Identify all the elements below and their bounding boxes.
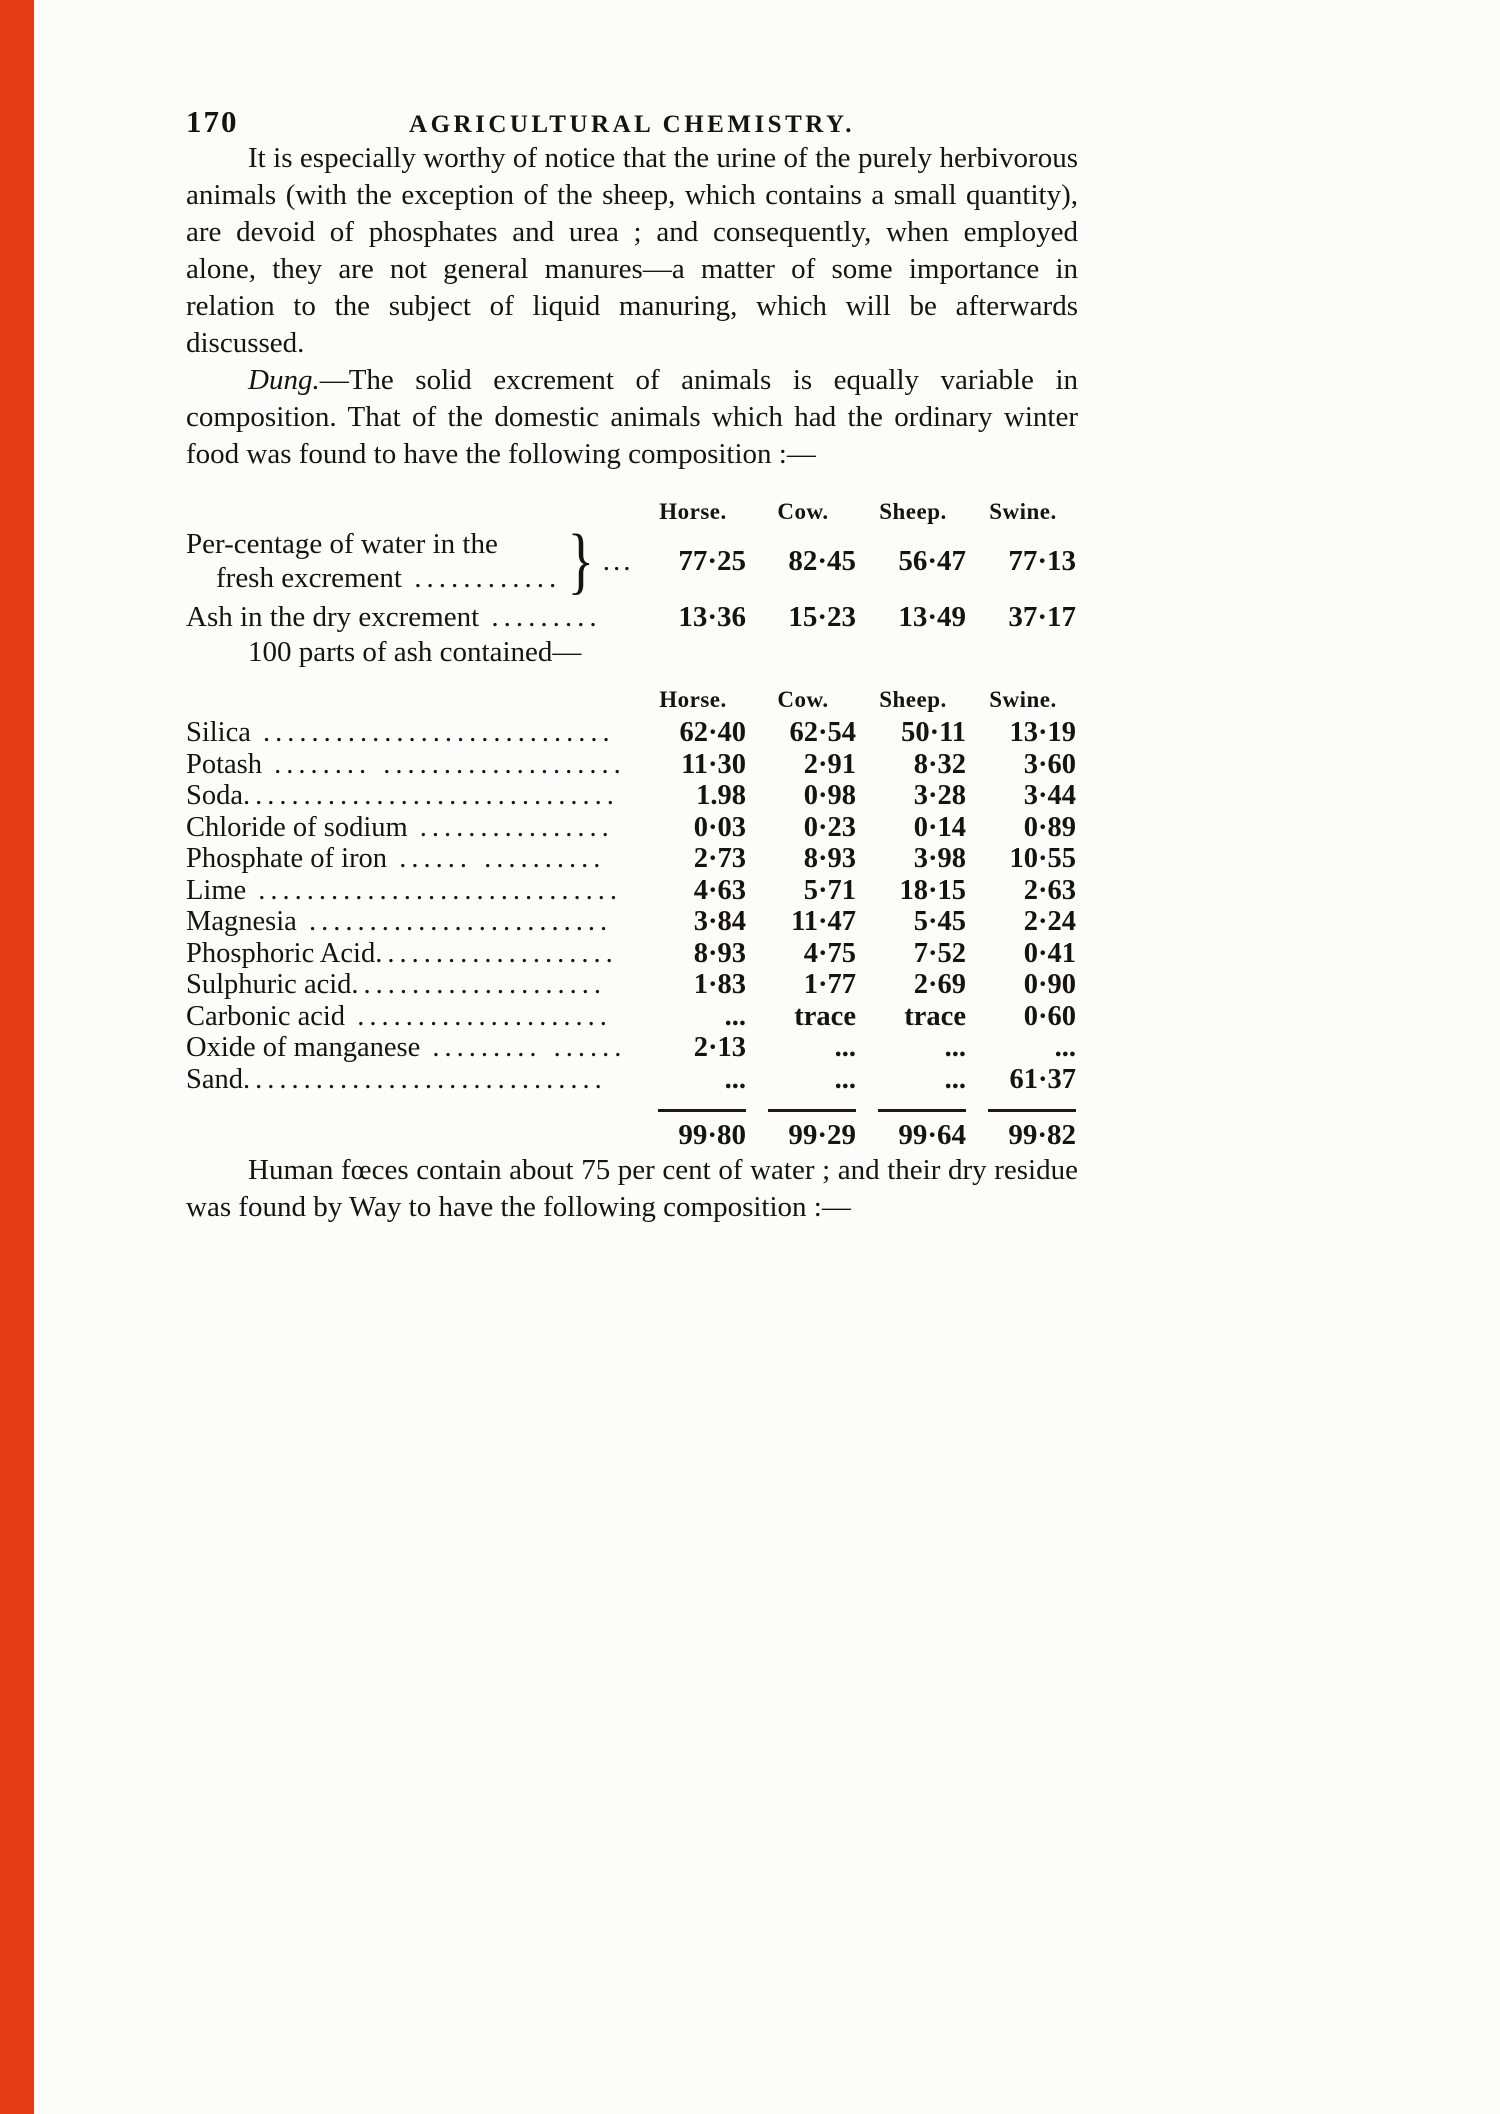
row-value: 0·03 [693, 811, 746, 843]
row-label-cell [186, 938, 638, 970]
row-label: Lime [186, 874, 247, 906]
total-horse [638, 1109, 748, 1152]
row-value: 8·93 [693, 937, 746, 969]
table-row [186, 875, 1078, 907]
row-label: Sulphuric acid [186, 969, 352, 1001]
table-row [186, 906, 1078, 938]
total-value: 99·80 [658, 1109, 746, 1152]
table-row [186, 938, 1078, 970]
total-cow [748, 1109, 858, 1152]
row-value: 0·60 [1023, 1000, 1076, 1032]
row-label-cell [186, 1032, 638, 1064]
row-value: trace [794, 1000, 856, 1032]
ash-table [186, 687, 1078, 1152]
row-label-cell [186, 812, 638, 844]
row-value: 5·45 [913, 906, 966, 938]
brace-glyph: } [567, 527, 595, 596]
row-value: 13·19 [1009, 717, 1076, 749]
label-line-1: Per-centage of water in the [186, 528, 498, 561]
row-label-cell [186, 906, 638, 938]
leader-dots: .............................. [246, 874, 623, 906]
water-row-label [186, 527, 638, 595]
row-label: Sand [186, 1063, 243, 1095]
total-swine [968, 1109, 1078, 1152]
book-page [186, 0, 1078, 1226]
row-value: 0·23 [803, 811, 856, 843]
total-value: 99·82 [988, 1109, 1076, 1152]
row-value: ... [834, 1032, 856, 1064]
value-horse: 13·36 [678, 601, 746, 634]
row-value: 0·41 [1023, 937, 1076, 969]
page-number: 170 [186, 104, 239, 139]
column-header-sheep: Sheep. [879, 499, 947, 524]
value-horse: 77·25 [678, 544, 746, 577]
dung-lead: Dung. [248, 364, 320, 396]
row-label: Soda [186, 780, 243, 812]
row-value: 2·73 [693, 843, 746, 875]
row-value: 2·24 [1023, 906, 1076, 938]
row-label-cell [186, 1001, 638, 1033]
leader-dots: ...... .......... [387, 843, 606, 875]
row-label: Ash in the dry excrement [186, 601, 480, 634]
row-value: ... [944, 1032, 966, 1064]
value-cow: 82·45 [788, 544, 856, 577]
ash-table-rows [186, 717, 1078, 1095]
leader-dots: ......................... [296, 906, 613, 938]
table-row [186, 843, 1078, 875]
value-cow: 15·23 [788, 601, 856, 634]
column-header-swine: Swine. [989, 687, 1057, 713]
two-line-label [186, 527, 561, 595]
leader-dots: .............................. [243, 1063, 607, 1095]
leader-dots: ..................... [345, 1000, 612, 1032]
row-value: 61·37 [1009, 1063, 1076, 1095]
row-value: ... [834, 1063, 856, 1095]
leader-dots: ............................... [243, 780, 619, 812]
column-header-horse: Horse. [659, 687, 727, 713]
row-label: Phosphate of iron [186, 843, 388, 875]
table-row [186, 812, 1078, 844]
row-label: Carbonic acid [186, 1000, 346, 1032]
row-value: trace [904, 1000, 966, 1032]
row-value: 50·11 [901, 717, 966, 749]
row-label: Phosphoric Acid [186, 937, 376, 969]
row-label-cell [186, 749, 638, 781]
row-value: 5·71 [803, 874, 856, 906]
row-value: 0·89 [1023, 811, 1076, 843]
row-label-cell [186, 875, 638, 907]
row-value: 3·44 [1023, 780, 1076, 812]
column-header-swine: Swine. [989, 499, 1057, 524]
leader-dots: ........ .................... [262, 748, 626, 780]
paragraph-urine: It is especially worthy of notice that the urine of the purely herbivorous animals (with the exception of the sheep, which contains a small quantity), are devoid of phosphates and urea ; and consequently, when employed alone, they are not general manures—a matter of some importance in relation to the subject of liquid manuring, which will be afterwards discussed. [186, 142, 1078, 359]
row-label-cell [186, 780, 638, 812]
row-label: Magnesia [186, 906, 297, 938]
row-value: 3·28 [913, 780, 966, 812]
total-value: 99·64 [878, 1109, 966, 1152]
leader-dots: ..................... [351, 969, 607, 1001]
water-table [186, 499, 1078, 634]
row-value: 3·84 [693, 906, 746, 938]
column-header-cow: Cow. [777, 499, 829, 524]
value-sheep: 56·47 [898, 544, 966, 577]
table-row [186, 1064, 1078, 1096]
table-row [186, 1032, 1078, 1064]
ash-intro: 100 parts of ash contained— [248, 636, 582, 669]
row-value: 11·30 [681, 748, 746, 780]
row-value: 4·63 [693, 874, 746, 906]
row-value: 1·83 [693, 969, 746, 1001]
row-value: 0·98 [803, 780, 856, 812]
ash-table-header-row [186, 687, 1078, 713]
row-value: ... [724, 1063, 746, 1095]
row-label-cell [186, 1064, 638, 1096]
dung-rest: —The solid excrement of animals is equally variable in composition. That of the domestic animals which had the ordinary winter food was found to have the following composition :— [186, 364, 1078, 470]
row-value: 8·32 [913, 748, 966, 780]
water-table-header-row [186, 499, 1078, 525]
leader-dots: ......... [479, 601, 602, 634]
row-value: 4·75 [803, 937, 856, 969]
label-line-2-text: fresh excrement [216, 562, 402, 595]
row-value: 1.98 [696, 780, 746, 812]
row-label: Potash [186, 748, 263, 780]
row-value: 18·15 [899, 874, 966, 906]
total-value: 99·29 [768, 1109, 856, 1152]
row-value: 0·14 [913, 811, 966, 843]
table-row [186, 527, 1078, 595]
value-sheep: 13·49 [898, 601, 966, 634]
value-swine: 77·13 [1008, 544, 1076, 577]
row-value: 62·40 [679, 717, 746, 749]
row-value: ... [944, 1063, 966, 1095]
label-line-2 [186, 561, 561, 595]
leader-dots: ............ [401, 562, 562, 595]
column-header-sheep: Sheep. [879, 687, 947, 713]
table-row [186, 717, 1078, 749]
row-label: Silica [186, 717, 251, 749]
row-value: ... [724, 1000, 746, 1032]
leader-dots: .................... [375, 937, 618, 969]
row-label-cell [186, 843, 638, 875]
row-value: 10·55 [1009, 843, 1076, 875]
value-swine: 37·17 [1008, 601, 1076, 634]
table-row [186, 1001, 1078, 1033]
row-value: 1·77 [803, 969, 856, 1001]
page-header [186, 104, 1078, 140]
row-value: 0·90 [1023, 969, 1076, 1001]
row-value: 62·54 [789, 717, 856, 749]
total-sheep [858, 1109, 968, 1152]
table-row [186, 749, 1078, 781]
row-value: 2·13 [693, 1032, 746, 1064]
paragraph-human-faeces: Human fœces contain about 75 per cent of water ; and their dry residue was found by Way to have the following composition :— [186, 1154, 1078, 1224]
row-value: 2·91 [803, 748, 856, 780]
leader-dots: ............................. [250, 717, 615, 749]
paragraph-dung [186, 362, 1078, 473]
row-value: 3·98 [913, 843, 966, 875]
row-value: 3·60 [1023, 748, 1076, 780]
row-value: 11·47 [791, 906, 856, 938]
row-label-cell [186, 969, 638, 1001]
leader-dots: ................ [407, 811, 614, 843]
row-value: ... [1054, 1032, 1076, 1064]
row-label: Chloride of sodium [186, 811, 408, 843]
column-header-horse: Horse. [659, 499, 727, 524]
totals-row [186, 1109, 1078, 1152]
table-row [186, 601, 1078, 634]
row-value: 8·93 [803, 843, 856, 875]
row-value: 2·69 [913, 969, 966, 1001]
row-label-cell [186, 717, 638, 749]
book-spine-stripe [0, 0, 34, 2114]
leader-dots: ......... ...... [420, 1032, 627, 1064]
table-row [186, 969, 1078, 1001]
table-row [186, 780, 1078, 812]
ellipsis-dots: ... [602, 544, 634, 577]
running-header: AGRICULTURAL CHEMISTRY. [409, 111, 855, 138]
row-value: 7·52 [913, 937, 966, 969]
row-label: Oxide of manganese [186, 1032, 421, 1064]
water-row2-label [186, 601, 638, 634]
column-header-cow: Cow. [777, 687, 829, 713]
row-value: 2·63 [1023, 874, 1076, 906]
